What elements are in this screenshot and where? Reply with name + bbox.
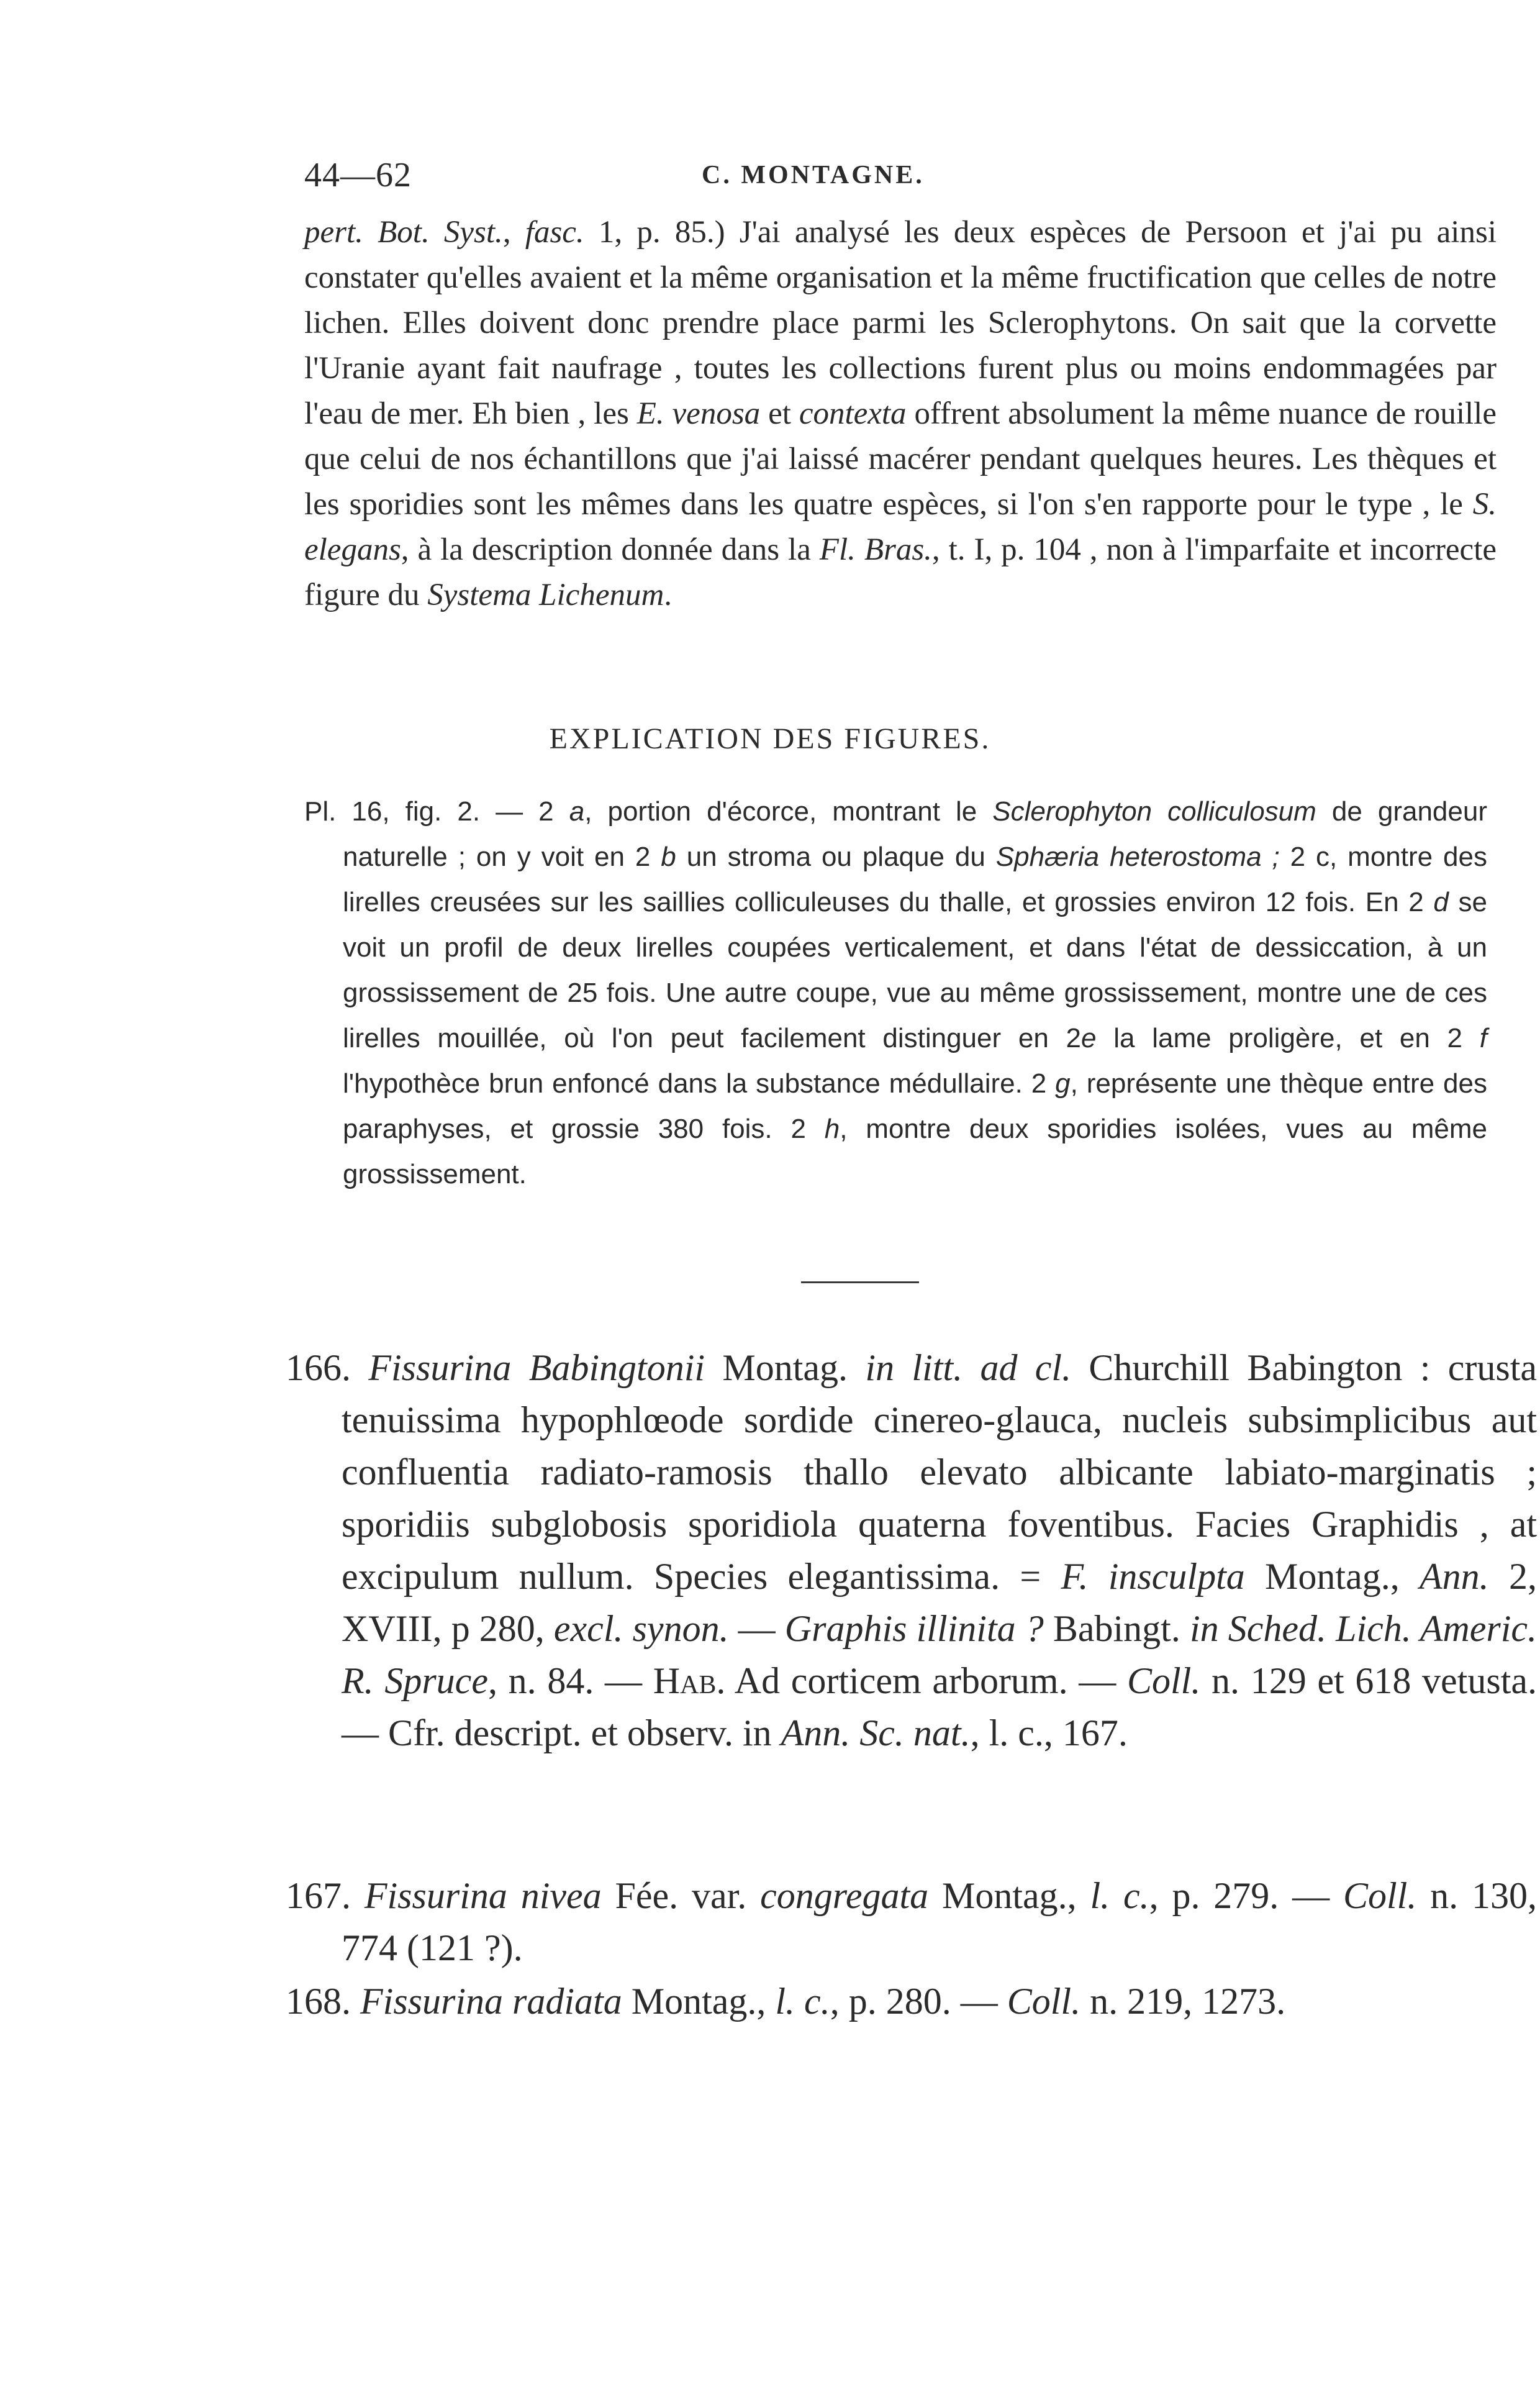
text-span: a — [569, 796, 585, 827]
species-entry-167 — [286, 1870, 1537, 1974]
text-span: — — [728, 1608, 785, 1649]
text-span: pert. Bot. Syst. — [304, 215, 503, 250]
species-name: Fissurina radiata — [360, 1981, 622, 2022]
text-span: Pl. 16, fig. 2. — 2 — [304, 796, 569, 827]
figure-explanation — [304, 789, 1487, 1197]
section-heading: EXPLICATION DES FIGURES. — [549, 722, 991, 755]
text-span: Ann. — [1420, 1556, 1489, 1597]
entry-number: 168. — [286, 1981, 360, 2022]
text-span: Montag., — [928, 1875, 1090, 1916]
text-span: Montag., — [1244, 1556, 1420, 1597]
text-span: Ann. Sc. nat. — [781, 1712, 971, 1753]
text-span: et — [760, 396, 799, 431]
text-span: 2 c, montre des lirelles creusées sur les saillies colliculeuses du thalle, et grossies environ 12 fois. En 2 — [343, 842, 1487, 917]
species-name: Fissurina Babingtonii — [368, 1347, 705, 1388]
text-span: Montag., — [622, 1981, 776, 2022]
text-span: un stroma ou plaque du — [676, 842, 996, 872]
text-span: l. c. — [775, 1981, 830, 2022]
text-span: n. 129 et 618 vetusta. — Cfr. descript. et observ. in — [342, 1660, 1537, 1753]
text-span: Systema Lichenum — [427, 578, 664, 612]
text-span: 2, XVIII, p 280, — [342, 1556, 1537, 1649]
page-number: 44—62 — [304, 156, 412, 194]
text-span: e — [1081, 1023, 1097, 1053]
text-span: Montag. — [705, 1347, 866, 1388]
text-span: congregata — [760, 1875, 929, 1916]
text-span: , n. 84. — — [487, 1660, 653, 1701]
text-span: offrent absolument la même nuance de rouille que celui de nos échantillons que j'ai laissé macérer pendant quelques heures. Les thèques et les sporidies sont les mêmes dans les quatre espèces, si l'on s'en rapporte pour le type , le — [304, 396, 1497, 522]
text-span: Graphis illinita ? — [784, 1608, 1044, 1649]
text-span: , représente une thèque entre des paraphyses, et grossie 380 fois. 2 — [343, 1068, 1487, 1144]
text-span: , l. c., 167. — [970, 1712, 1128, 1753]
text-span: , p. 280. — — [830, 1981, 1007, 2022]
text-span: S. elegans — [304, 487, 1497, 567]
text-span: se voit un profil de deux lirelles coupées verticalement, et dans l'état de dessiccation, à un grossissement de 25 fois. Une autre coupe, vue au même grossissement, montre une de ces lirelles mouillée, où l'on peut facilement distinguer en 2 — [343, 887, 1487, 1053]
text-span: , p. 279. — — [1149, 1875, 1343, 1916]
text-span: l'hypothèce brun enfoncé dans la substance médullaire. 2 — [343, 1068, 1056, 1099]
text-span: Coll. — [1126, 1660, 1201, 1701]
text-span: 1, p. 85.) J'ai analysé les deux espèces de Persoon et j'ai pu ainsi constater qu'elles avaient et la même organisation et la même fructification que celles de notre lichen. Elles doivent donc prendre place parmi les Sclerophytons. On sait que la corvette l'Uranie ayant fait naufrage , toutes les collections furent plus ou moins endommagées par l'eau de mer. Eh bien , les — [304, 215, 1497, 431]
species-entry-168 — [286, 1975, 1537, 2027]
text-span: Hab. — [653, 1660, 726, 1701]
text-span: in Sched. Lich. Americ. R. Spruce — [342, 1608, 1538, 1701]
text-span: n. 130, 774 (121 ?). — [342, 1875, 1537, 1968]
species-name: Fissurina nivea — [364, 1875, 602, 1916]
text-span: E. venosa — [636, 396, 761, 431]
text-span: , montre deux sporidies isolées, vues au même grossissement. — [343, 1114, 1487, 1189]
text-span: Fée. var. — [601, 1875, 761, 1916]
text-span: de grandeur naturelle ; on y voit en 2 — [343, 796, 1487, 872]
entry-number: 166. — [286, 1347, 369, 1388]
paragraph-persoon-species — [304, 210, 1497, 618]
text-span: b — [661, 842, 676, 872]
text-span: in litt. ad cl. — [865, 1347, 1072, 1388]
text-span: Churchill Babington : crusta tenuissima hypophlœode sordide cinereo-glauca, nucleis subsimplicibus aut confluentia radiato-ramosis thallo elevato albicante labiato-marginatis ; sporidiis subglobosis sporidiola quaterna foventibus. Facies Graphidis , at excipulum nullum. Species elegantissima. = — [342, 1347, 1538, 1597]
text-span: , — [502, 215, 525, 250]
species-entry-166 — [286, 1342, 1537, 1759]
text-span: contexta — [799, 396, 907, 431]
text-span: , à la description donnée dans la — [401, 532, 820, 567]
text-span: Coll. — [1007, 1981, 1081, 2022]
text-span: excl. synon. — [553, 1608, 729, 1649]
text-span: . — [664, 578, 673, 612]
text-span: la lame proligère, et en 2 — [1096, 1023, 1480, 1053]
text-span: F. insculpta — [1061, 1556, 1245, 1597]
text-span: Babingt. — [1043, 1608, 1190, 1649]
text-span: , t. I, p. 104 , non à l'imparfaite et incorrecte figure du — [304, 532, 1497, 612]
figure-explanation-text — [304, 789, 1487, 1197]
running-head — [304, 155, 1509, 205]
entry-number: 167. — [286, 1875, 365, 1916]
text-span: g — [1055, 1068, 1071, 1099]
text-span: h — [824, 1114, 840, 1144]
text-span: d — [1433, 887, 1449, 917]
text-span: fasc. — [525, 215, 584, 250]
text-span: Sclerophyton colliculosum — [992, 796, 1316, 827]
text-span: l. c. — [1090, 1875, 1149, 1916]
text-span: Fl. Bras. — [819, 532, 932, 567]
text-span: Sphæria heterostoma ; — [995, 842, 1280, 872]
text-span: n. 219, 1273. — [1080, 1981, 1286, 2022]
text-span: Ad corticem arborum. — — [725, 1660, 1127, 1701]
text-span: Coll. — [1343, 1875, 1417, 1916]
text-span: , portion d'écorce, montrant le — [584, 796, 993, 827]
section-divider — [801, 1281, 919, 1283]
text-span: f — [1479, 1023, 1487, 1053]
running-head-author: C. MONTAGNE. — [702, 161, 925, 189]
